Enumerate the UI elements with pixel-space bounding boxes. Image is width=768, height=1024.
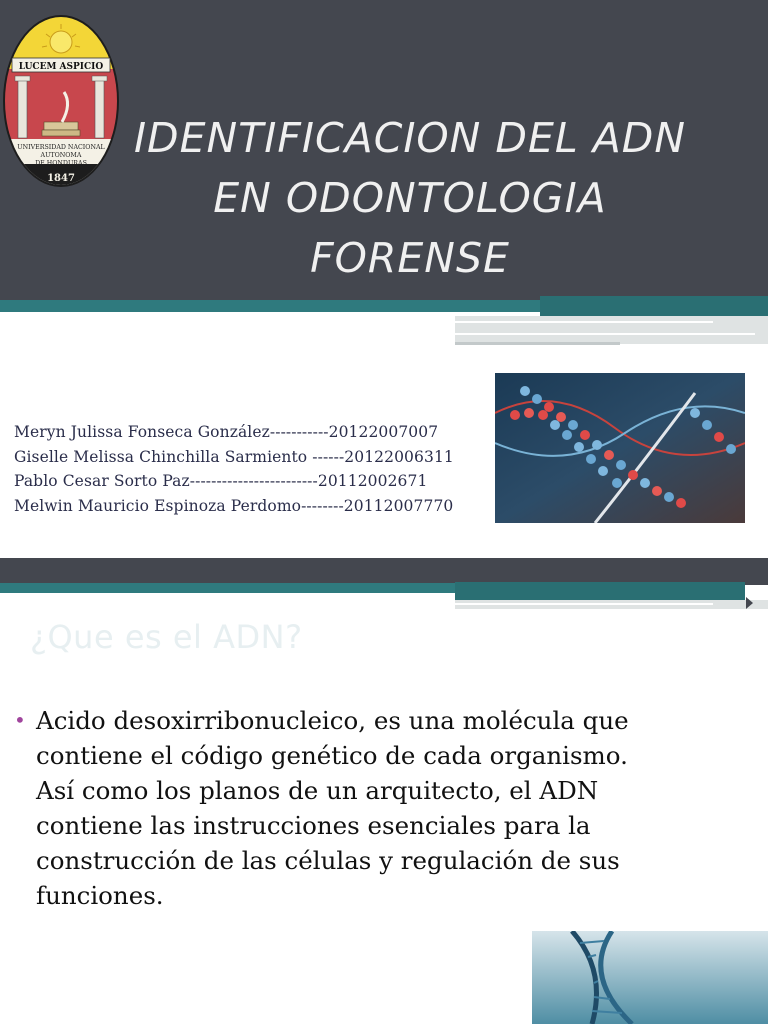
logo-motto: LUCEM ASPICIO	[18, 62, 104, 72]
member-line: Pablo Cesar Sorto Paz------------------------20112002671	[14, 472, 428, 490]
logo-year: 1847	[47, 173, 75, 184]
bullet-item	[14, 703, 634, 913]
header-band	[0, 558, 768, 585]
accent-stripe	[455, 342, 620, 345]
member-line: Meryn Julissa Fonseca González-----------20122007007	[14, 423, 439, 441]
team-members-list	[14, 420, 454, 518]
slide-title	[100, 108, 720, 288]
bullet-icon: •	[14, 708, 26, 732]
content-slide	[0, 558, 768, 1024]
accent-stripe	[455, 582, 745, 600]
bullet-text: Acido desoxirribonucleico, es una molécula que contiene el código genético de cada organismo. Así como los planos de un arquitecto, el ADN contiene las instrucciones esenciales para la construcción de las células y regulación de sus funciones.	[36, 706, 629, 910]
slide-heading: ¿Que es el ADN?	[30, 618, 303, 656]
accent-stripe	[0, 300, 540, 312]
member-line: Melwin Mauricio Espinoza Perdomo--------20112007770	[14, 496, 454, 515]
accent-stripe	[455, 603, 713, 605]
play-icon	[746, 597, 753, 609]
title-line: IDENTIFICACION DEL ADN	[133, 114, 687, 162]
dna-helix-image	[532, 931, 768, 1024]
accent-stripe	[540, 296, 768, 316]
member-line: Giselle Melissa Chinchilla Sarmiento ------20122006311	[14, 447, 454, 466]
logo-text-line: AUTONOMA	[40, 152, 82, 159]
accent-stripe	[455, 321, 713, 323]
logo-text-line: DE HONDURAS	[35, 160, 87, 167]
accent-stripe	[0, 583, 455, 593]
title-line: EN ODONTOLOGIA	[213, 174, 607, 222]
logo-text-line: UNIVERSIDAD NACIONAL	[17, 144, 105, 151]
title-line: FORENSE	[310, 234, 510, 282]
accent-stripe	[455, 333, 755, 335]
dna-helix-image	[495, 373, 745, 523]
